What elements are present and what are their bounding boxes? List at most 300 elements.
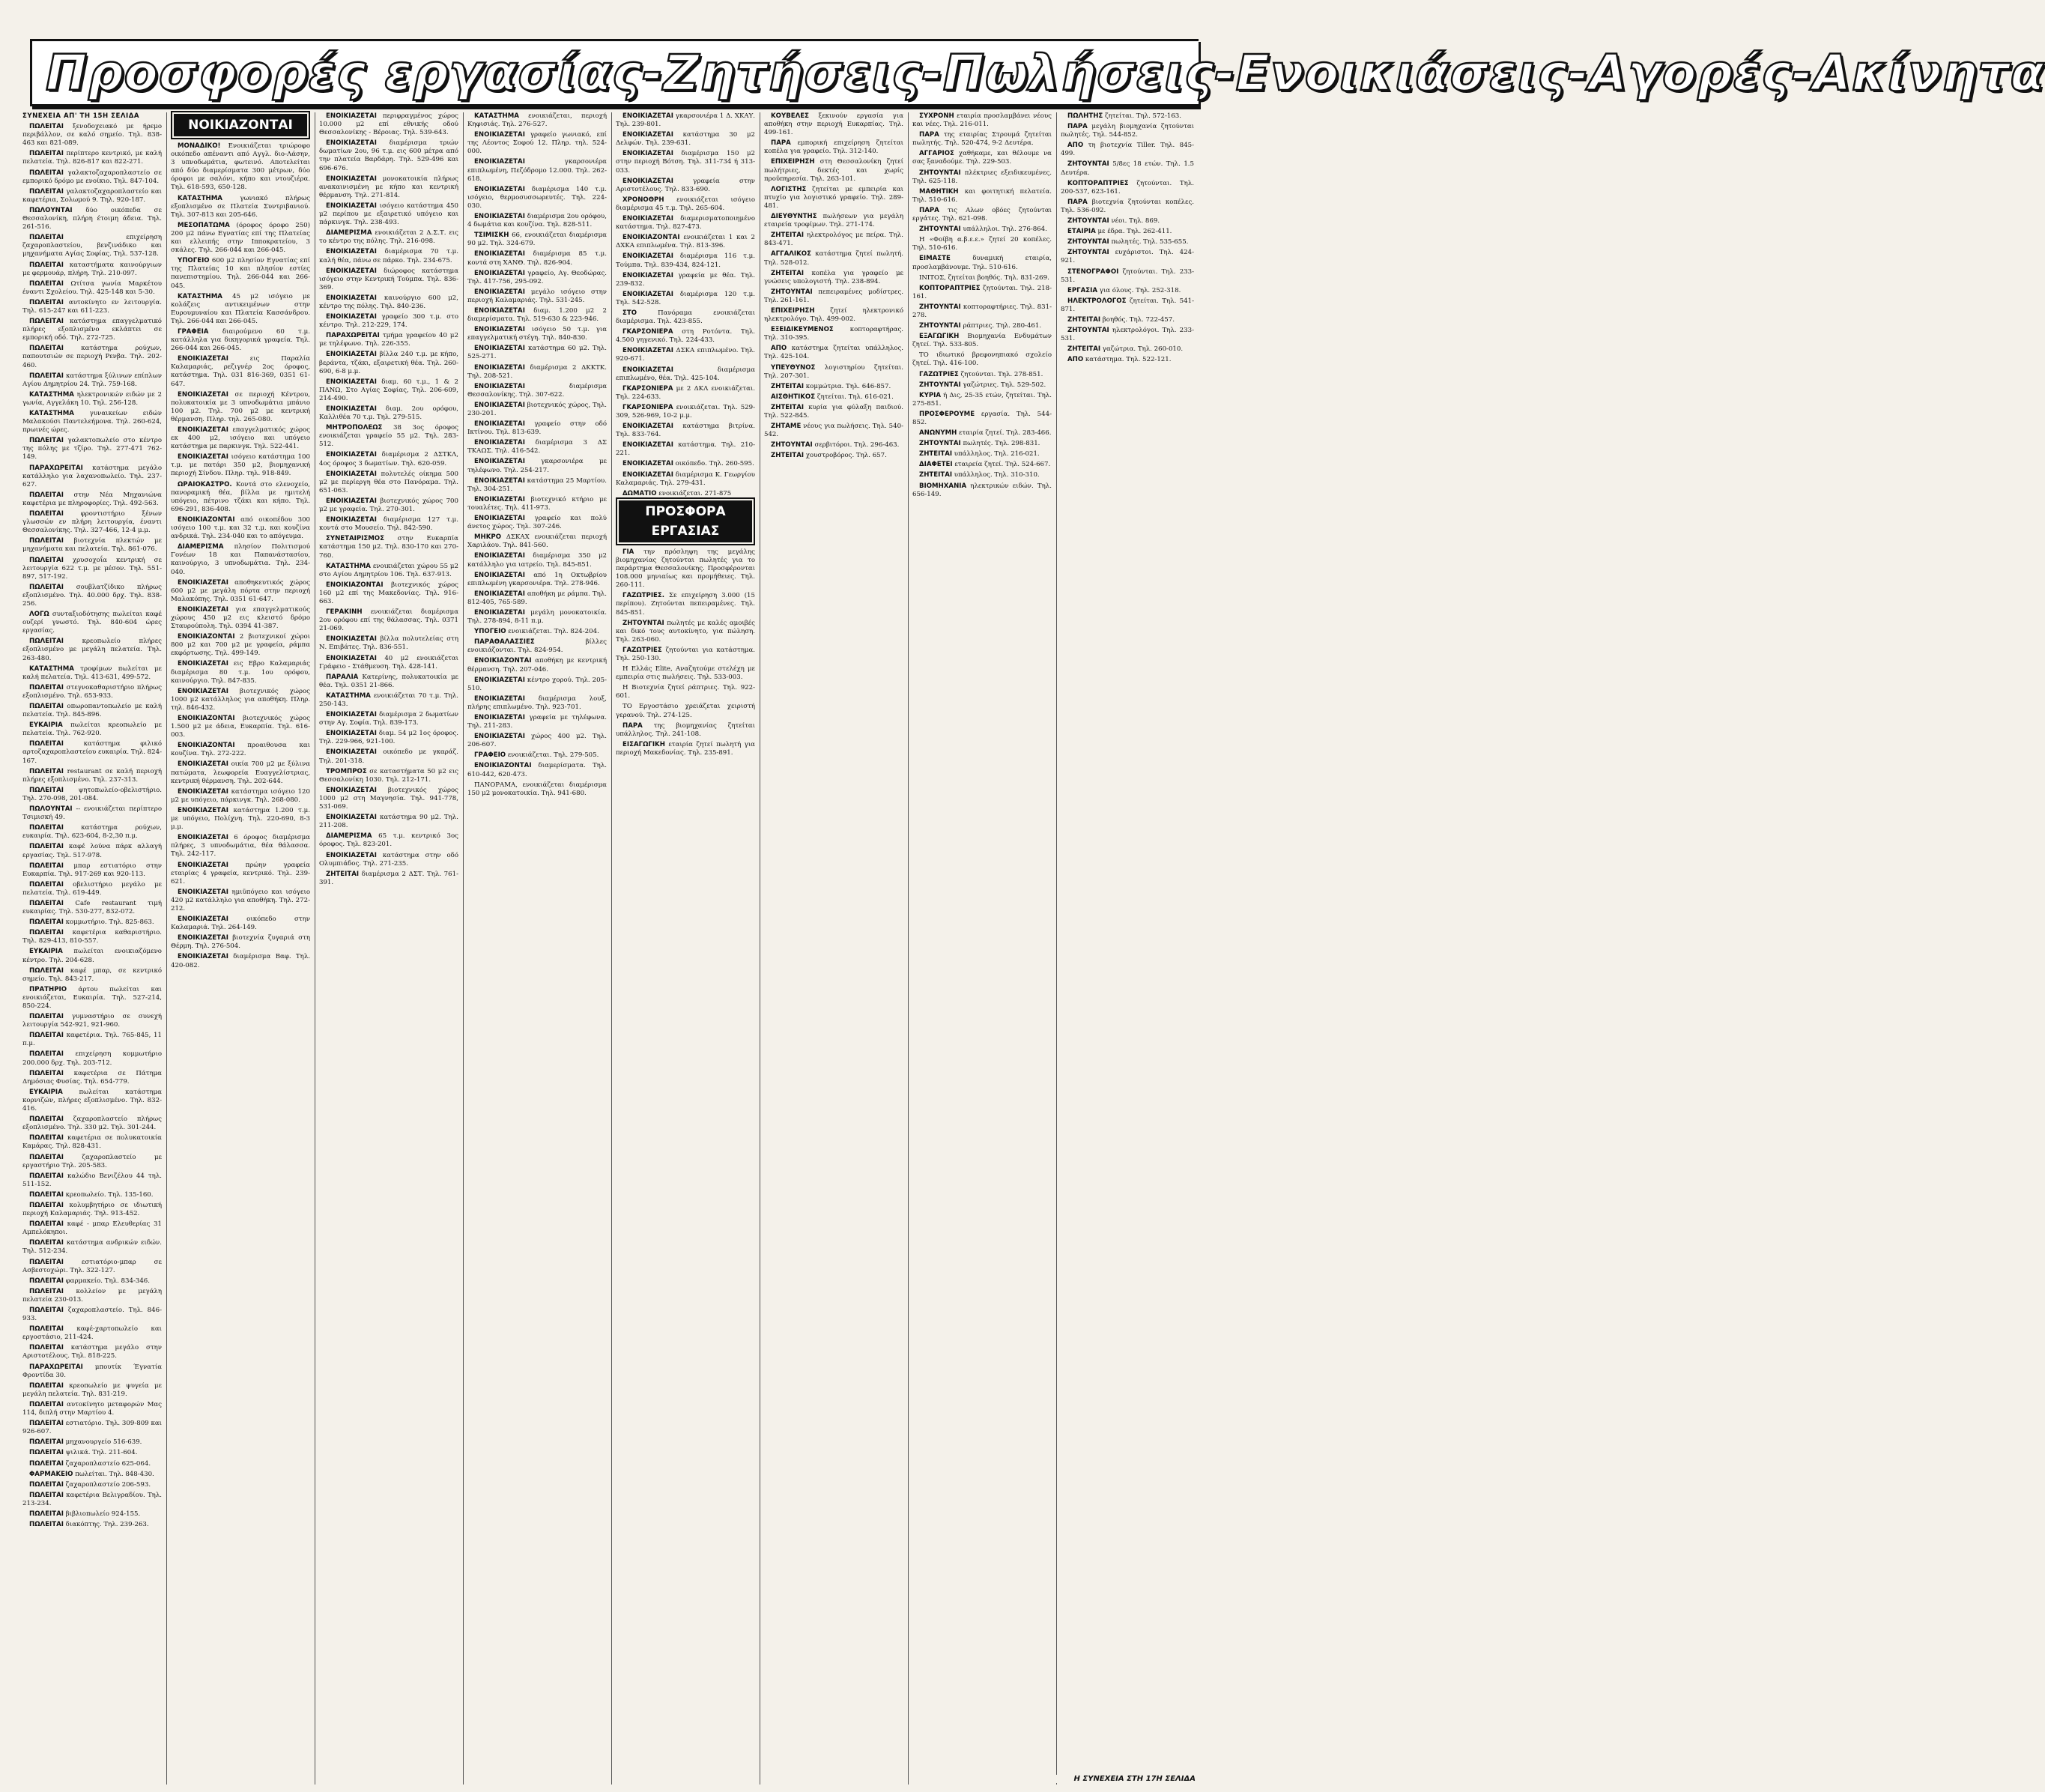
ad-keyword: ΠΩΛΕΙΤΑΙ — [29, 1239, 64, 1247]
ad-keyword: ΖΗΤΕΙΤΑΙ — [1067, 345, 1101, 354]
classified-ad: ΖΗΤΕΙΤΑΙ υπάλληλος. Τηλ. 310-310. — [919, 471, 1040, 479]
classified-ad: ΕΝΟΙΚΙΑΖΕΤΑΙ βιοτεχνικός χώρος 700 μ2 με γραφεία. Τηλ. 270-301. — [319, 497, 458, 514]
ad-keyword: ΖΗΤΟΥΝΤΑΙ — [622, 619, 664, 627]
ad-keyword: ΠΑΡΑ — [622, 721, 643, 730]
classified-ad: ΕΝΟΙΚΙΑΖΕΤΑΙ για επαγγελματικούς χώρους 450 μ2 εις κλειστό δρόμο Σταυρούπολη. Τηλ. 0394 41-387. — [171, 605, 310, 631]
classified-ad: ΖΗΤΟΥΝΤΑΙ 5/8ες 18 ετών. Τηλ. 1.5 Δευτέρα. — [1061, 160, 1194, 177]
classified-ad: Η «Φοίβη α.β.ε.ε.» ζητεί 20 κοπέλες. Τηλ. 510-616. — [912, 236, 1052, 252]
ad-keyword: ΕΝΟΙΚΙΑΖΕΤΑΙ — [474, 269, 525, 277]
ad-keyword: ΕΝΟΙΚΙΑΖΕΤΑΙ — [474, 515, 525, 523]
ad-keyword: ΚΑΤΑΣΤΗΜΑ — [178, 194, 222, 202]
classified-ad: ΕΤΑΙΡΙΑ με έδρα. Τηλ. 262-411. — [1067, 228, 1172, 236]
ad-keyword: ΠΩΛΕΙΤΑΙ — [29, 537, 64, 545]
classified-ad: ΕΝΟΙΚΙΑΖΕΤΑΙ οικόπεδο στην Καλαμαριά. Τηλ. 264-149. — [171, 915, 310, 932]
classified-ad: ΛΟΓΙΣΤΗΣ ζητείται με εμπειρία και πτυχίο για λογιστικό γραφείο. Τηλ. 289-481. — [764, 185, 903, 210]
ad-keyword: ΕΝΟΙΚΙΑΖΕΤΑΙ — [474, 345, 525, 353]
column-6 — [764, 112, 903, 1785]
ad-keyword: ΠΩΛΕΙΤΑΙ — [29, 234, 64, 242]
ad-keyword: ΖΗΤΟΥΝΤΑΙ — [919, 169, 961, 177]
ad-keyword: ΕΝΟΙΚΙΑΖΟΝΤΑΙ — [474, 762, 532, 770]
classified-ad: ΠΩΛΕΙΤΑΙ restaurant σε καλή περιοχή πλήρες εξοπλισμένο. Τηλ. 237-313. — [22, 767, 162, 784]
ad-keyword: ΥΠΕΥΘΥΝΟΣ — [771, 363, 816, 372]
ad-keyword: ΕΝΟΙΚΙΑΖΕΤΑΙ — [178, 687, 228, 695]
classified-ad: ΕΝΟΙΚΙΑΖΕΤΑΙ αποθήκη με ράμπα. Τηλ. 812-405, 765-589. — [467, 590, 607, 606]
ad-keyword: ΕΤΑΙΡΙΑ — [1067, 228, 1096, 236]
classified-ad: ΕΝΟΙΚΙΑΖΕΤΑΙ διαμέρισμα 2 ΔΣΤΚΛ, 4ος όροφος 3 δωματίων. Τηλ. 620-059. — [319, 451, 458, 467]
classified-ad: ΠΩΛΕΙΤΑΙ διακόπτης. Τηλ. 239-263. — [29, 1521, 149, 1529]
ad-keyword: ΠΑΡΑ — [771, 139, 791, 148]
ad-keyword: ΠΩΛΕΙΤΑΙ — [29, 298, 64, 306]
classified-ad: ΕΝΟΙΚΙΑΖΕΤΑΙ διαμέρισμα 85 τ.μ. κοντά στη ΧΑΝΘ. Τηλ. 826-904. — [467, 250, 607, 267]
ad-keyword: ΕΝΟΙΚΙΑΖΕΤΑΙ — [474, 306, 525, 315]
classified-ad: ΖΗΤΕΙΤΑΙ διαμέρισμα 2 ΔΣΤ. Τηλ. 761-391. — [319, 870, 458, 886]
classified-ad: ΠΩΛΕΙΤΑΙ γαλακτοπωλείο στο κέντρο της πόλης με τζίρο. Τηλ. 277-471 762-149. — [22, 437, 162, 461]
ad-keyword: ΚΑΤΑΣΤΗΜΑ — [326, 691, 371, 700]
column-divider — [1056, 112, 1057, 1785]
classified-ad: ΕΝΟΙΚΙΑΖΕΤΑΙ περιφραγμένος χώρος 10.000 μ2 επί εθνικής οδού Θεσσαλονίκης - Βέροιας. Τηλ. 539-643. — [319, 112, 458, 137]
classified-ad: ΠΩΛΕΙΤΑΙ περίπτερο κεντρικό, με καλή πελατεία. Τηλ. 826-817 και 822-271. — [22, 150, 162, 166]
ad-keyword: ΕΥΚΑΙΡΙΑ — [29, 721, 63, 730]
classified-ad: ΖΗΤΟΥΝΤΑΙ ηλεκτρολόγοι. Τηλ. 233-531. — [1061, 327, 1194, 343]
ad-keyword: ΕΝΟΙΚΙΑΖΕΤΑΙ — [326, 202, 377, 210]
ad-keyword: ΠΩΛΕΙΤΑΙ — [29, 187, 64, 196]
classified-ad: ΕΝΟΙΚΙΑΖΕΤΑΙ ισόγειο κατάστημα 100 τ.μ. με πατάρι 350 μ2, βιομηχανική περιοχή Σίνδου. Πληρ. τηλ. 918-849. — [171, 453, 310, 478]
classified-ad: ΠΑΡΑ εμπορική επιχείρηση ζητείται κοπέλα για γραφείο. Τηλ. 312-140. — [764, 139, 903, 156]
ad-keyword: ΕΝΟΙΚΙΑΖΕΤΑΙ — [178, 355, 228, 363]
ad-keyword: ΠΩΛΕΙΤΑΙ — [29, 703, 64, 710]
classified-ad: ΕΝΟΙΚΙΑΖΕΤΑΙ διαμέρισμα 150 μ2 στην περιοχή Βότση. Τηλ. 311-734 ή 313-033. — [616, 150, 755, 175]
classified-ad: ΖΗΤΟΥΝΤΑΙ πωλητές. Τηλ. 298-831. — [919, 440, 1040, 448]
classified-ad: ΓΑΖΩΤΡΙΕΣ ζητούνται για κατάστημα. Τηλ. 250-130. — [616, 646, 755, 662]
ad-keyword: ΕΝΟΙΚΙΑΖΕΤΑΙ — [178, 605, 228, 614]
classified-ad: ΕΝΟΙΚΙΑΖΕΤΑΙ διαμ. 2ου ορόφου, Καλλιθέα 70 τ.μ. Τηλ. 279-515. — [319, 405, 458, 422]
ad-keyword: ΕΝΟΙΚΙΑΖΕΤΑΙ — [474, 714, 525, 721]
ad-keyword: ΓΡΑΦΕΙΑ — [178, 327, 209, 336]
ad-keyword: ΓΑΖΩΤΡΙΕΣ — [919, 370, 959, 378]
ad-keyword: ΠΩΛΕΙΤΑΙ — [29, 1344, 64, 1352]
classified-ad: ΠΩΛΕΙΤΑΙ ψητοπωλείο-οβελιστήριο. Τηλ. 270-098, 201-084. — [22, 786, 162, 802]
ad-keyword: ΕΝΟΙΚΙΑΖΕΤΑΙ — [326, 313, 377, 321]
classified-ad: ΧΡΟΝΟΘΡΗ ενοικιάζεται ισόγειο διαμέρισμα 45 τ.μ. Τηλ. 265-604. — [616, 196, 755, 212]
classified-ad: ΕΝΟΙΚΙΑΖΕΤΑΙ επαγγελματικός χώρος εκ 400 μ2, ισόγειο και υπόγειο κατάστημα με παρκινγκ. Τηλ. 522-441. — [171, 426, 310, 451]
classified-ad: ΠΩΛΕΙΤΑΙ μπαρ εστιατόριο στην Ευκαρπία. Τηλ. 917-269 και 920-113. — [22, 862, 162, 878]
ad-keyword: ΠΩΛΕΙΤΑΙ — [29, 899, 64, 907]
column-divider — [611, 112, 612, 1785]
classified-ad: ΖΗΤΟΥΝΤΑΙ γαζώτριες. Τηλ. 529-502. — [919, 381, 1046, 389]
ad-keyword: ΚΑΤΑΣΤΗΜΑ — [29, 390, 74, 399]
classified-ad: ΑΝΩΝΥΜΗ εταιρία ζητεί. Τηλ. 283-466. — [919, 429, 1052, 438]
column-divider — [463, 112, 464, 1785]
ad-keyword: ΕΝΟΙΚΙΑΖΕΤΑΙ — [178, 787, 228, 796]
classified-ad: ΠΩΛΗΤΗΣ ζητείται. Τηλ. 572-163. — [1067, 112, 1182, 120]
ad-keyword: ΠΩΛΕΙΤΑΙ — [29, 1420, 64, 1428]
classified-ad: ΠΩΛΟΥΝΤΑΙ δύο οικόπεδα σε Θεσσαλονίκη, πλήρη έτοιμη άδεια. Τηλ. 261-516. — [22, 206, 162, 231]
classified-ad: ΕΝΟΙΚΙΑΖΕΤΑΙ βιοτεχνία ζυγαριά στη Θέρμη. Τηλ. 276-504. — [171, 934, 310, 951]
classified-ad: ΕΝΟΙΚΙΑΖΕΤΑΙ από 1η Οκτωβρίου επιπλωμένη γκαρσονιέρα. Τηλ. 278-946. — [467, 571, 607, 587]
classified-ad: ΗΛΕΚΤΡΟΛΟΓΟΣ ζητείται. Τηλ. 541-871. — [1061, 297, 1194, 313]
classified-ad: ΕΝΟΙΚΙΑΖΕΤΑΙ διαμέρισμα 116 τ.μ. Τούμπα. Τηλ. 839-434, 824-121. — [616, 252, 755, 269]
section-heading-rentals: ΝΟΙΚΙΑΖΟΝΤΑΙ — [174, 114, 307, 136]
classified-ad: ΕΝΟΙΚΙΑΖΕΤΑΙ κατάστημα 60 μ2. Τηλ. 525-271. — [467, 345, 607, 361]
ad-keyword: ΕΝΟΙΚΙΑΖΕΤΑΙ — [178, 915, 228, 924]
classified-ad: ΕΝΟΙΚΙΑΖΕΤΑΙ διαμέρισμα Θεσσαλονίκης. Τηλ. 307-622. — [467, 382, 607, 399]
ad-keyword: ΠΩΛΗΤΗΣ — [1067, 112, 1103, 120]
ad-keyword: ΠΩΛΕΙΤΑΙ — [29, 1480, 64, 1489]
classified-ad: ΣΥΝΕΤΑΙΡΙΣΜΟΣ στην Ευκαρπία κατάστημα 150 μ2. Τηλ. 830-170 και 270-760. — [319, 535, 458, 560]
ad-keyword: ΠΩΛΕΙΤΑΙ — [29, 372, 64, 380]
classified-ad: ΕΝΟΙΚΙΑΖΕΤΑΙ γραφείο γωνιακό, επί της Λέοντος Σοφού 12. Πληρ. τηλ. 524-000. — [467, 131, 607, 156]
ad-keyword: ΕΝΟΙΚΙΑΖΕΤΑΙ — [178, 934, 228, 942]
ad-keyword: ΚΑΤΑΣΤΗΜΑ — [178, 292, 222, 300]
classified-ad: ΕΝΟΙΚΙΑΖΕΤΑΙ διαμέρισμα 2 δωματίων στην Αγ. Σοφία. Τηλ. 839-173. — [319, 711, 458, 727]
ad-keyword: ΕΝΟΙΚΙΑΖΕΤΑΙ — [622, 252, 673, 261]
ad-keyword: ΛΟΓΩ — [29, 611, 49, 619]
ad-keyword: ΕΝΟΙΚΙΑΖΕΤΑΙ — [474, 571, 525, 579]
classified-ad: ΠΩΛΕΙΤΑΙ σουβλατζίδικο πλήρως εξοπλισμένο. Τηλ. 40.000 δρχ. Τηλ. 838-256. — [22, 583, 162, 608]
column-8 — [1061, 112, 1194, 1785]
ad-keyword: ΕΝΟΙΚΙΑΖΕΤΑΙ — [474, 213, 525, 221]
classified-ad: ΠΩΛΕΙΤΑΙ ζαχαροπλαστείο με εργαστήριο Τηλ. 205-583. — [22, 1153, 162, 1169]
classified-ad: ΕΙΜΑΣΤΕ δυναμική εταιρία, προσλαμβάνουμε. Τηλ. 510-616. — [912, 255, 1052, 271]
ad-keyword: ΠΩΛΕΙΤΑΙ — [29, 918, 64, 927]
ad-keyword: ΠΩΛΕΙΤΑΙ — [29, 556, 64, 564]
classified-ad: ΕΝΟΙΚΙΑΖΕΤΑΙ διαμέρισμα λουξ, πλήρης επιπλωμένο. Τηλ. 923-701. — [467, 694, 607, 711]
ad-keyword: ΕΝΟΙΚΙΑΖΕΤΑΙ — [622, 470, 673, 479]
classified-ad: ΕΝΟΙΚΙΑΖΕΤΑΙ χώρος 400 μ2. Τηλ. 206-607. — [467, 733, 607, 749]
classified-ad: ΠΩΛΕΙΤΑΙ επιχείρηση ζαχαροπλαστείου, βενζινάδικο και μηχανήματα Αγίας Σοφίας. Τηλ. 537-128. — [22, 234, 162, 258]
column-1 — [22, 112, 162, 1785]
classified-ad: ΩΡΑΙΟΚΑΣΤΡΟ. Κοντά στο ελενοχείο, πανοραμική θέα, βίλλα με ημιτελή υπόγειο, πέτρινο τζάκι και κήπο. Τηλ. 696-291, 836-408. — [171, 480, 310, 513]
ad-keyword: ΕΝΟΙΚΙΑΖΟΝΤΑΙ — [178, 515, 235, 524]
ad-keyword: ΕΝΟΙΚΙΑΖΕΤΑΙ — [622, 112, 673, 120]
classified-ad: ΠΩΛΕΙΤΑΙ μηχανουργείο 516-639. — [29, 1438, 142, 1447]
ad-keyword: ΕΝΟΙΚΙΑΖΕΤΑΙ — [622, 177, 673, 185]
classified-ad: ΠΩΛΕΙΤΑΙ καφέ - μπαρ Ελευθερίας 31 Αμπελόκηποι. — [22, 1220, 162, 1237]
ad-keyword: ΠΩΛΕΙΤΑΙ — [29, 843, 64, 851]
classified-ad: ΖΗΤΟΥΝΤΑΙ πωλητές με καλές αμοιβές και δικό τους αυτοκίνητο, για πώληση. Τηλ. 263-060. — [616, 619, 755, 644]
classified-ad: ΖΗΤΟΥΝΤΑΙ υπάλληλοι. Τηλ. 276-864. — [919, 225, 1047, 234]
ad-keyword: ΕΝΟΙΚΙΑΖΕΤΑΙ — [474, 694, 525, 703]
ad-keyword: ΕΝΟΙΚΙΑΖΕΤΑΙ — [474, 185, 525, 193]
ad-keyword: ΖΗΤΕΙΤΑΙ — [771, 269, 805, 277]
ad-keyword: ΕΝΟΙΚΙΑΖΕΤΑΙ — [622, 423, 673, 431]
classified-ad: ΕΝΟΙΚΙΑΖΕΤΑΙ κατάστημα 25 Μαρτίου. Τηλ. 304-251. — [467, 476, 607, 493]
ad-keyword: ΕΝΟΙΚΙΑΖΕΤΑΙ — [326, 267, 377, 275]
ad-keyword: ΠΩΛΕΙΤΑΙ — [29, 261, 64, 269]
classified-ad: ΔΙΑΜΕΡΙΣΜΑ ενοικιάζεται 2 Δ.Σ.Τ. εις το κέντρο της πόλης. Τηλ. 216-098. — [319, 229, 458, 246]
classified-ad: ΠΩΛΕΙΤΑΙ ζαχαροπλαστείο πλήρως εξοπλισμένο. Τηλ. 330 μ2. Τηλ. 301-244. — [22, 1116, 162, 1132]
classified-ad: ΖΗΤΟΥΝΤΑΙ ευχάριστοι. Τηλ. 424-921. — [1061, 249, 1194, 265]
classified-ad: ΠΩΛΕΙΤΑΙ ξενοδοχειακό με ήρεμο περιβάλλον, σε καλό σημείο. Τηλ. 838-463 και 821-089. — [22, 123, 162, 148]
classified-ad: ΠΑΝΟΡΑΜΑ, ενοικιάζεται διαμέρισμα 150 μ2 μονοκατοικία. Τηλ. 941-680. — [467, 781, 607, 797]
ad-keyword: ΠΩΛΕΙΤΑΙ — [29, 1069, 64, 1077]
ad-keyword: ΓΕΡΑΚΙΝΗ — [326, 608, 363, 617]
classified-ad: ΕΝΟΙΚΙΑΖΕΤΑΙ ισόγειο 50 τ.μ. για επαγγελματική στέγη. Τηλ. 840-830. — [467, 326, 607, 342]
classified-ad: ΠΩΛΕΙΤΑΙ ζαχαροπλαστείο 625-064. — [29, 1459, 151, 1468]
ad-keyword: ΠΩΛΕΙΤΑΙ — [29, 123, 64, 131]
ad-keyword: ΕΝΟΙΚΙΑΖΕΤΑΙ — [474, 476, 525, 485]
ad-keyword: ΠΑΡΑ — [919, 206, 939, 214]
classified-ad: ΕΝΟΙΚΙΑΖΟΝΤΑΙ ενοικιάζεται 1 και 2 ΔΧΚΑ επιπλωμένα. Τηλ. 813-396. — [616, 234, 755, 250]
classified-ad: ΔΙΑΦΕΤΕΙ εταιρεία ζητεί. Τηλ. 524-667. — [919, 461, 1051, 469]
ad-keyword: ΣΤΕΝΟΓΡΑΦΟΙ — [1067, 267, 1119, 276]
ad-keyword: ΣΥΧΡΟΝΗ — [919, 112, 954, 120]
classified-ad: ΕΠΙΧΕΙΡΗΣΗ ζητεί ηλεκτρονικό ηλεκτρολόγο. Τηλ. 499-002. — [764, 306, 903, 324]
ad-keyword: ΠΩΛΕΙΤΑΙ — [29, 583, 64, 591]
classified-ad: ΜΗΚΡΟ ΔΣΚΑΧ ενοικιάζεται περιοχή Χαριλάου. Τηλ. 841-560. — [467, 533, 607, 550]
classified-ad: ΠΩΛΕΙΤΑΙ καφέ-χαρτοπωλείο και εργοστάσιο, 211-424. — [22, 1325, 162, 1342]
classified-ad: ΕΝΟΙΚΙΑΖΕΤΑΙ μονοκατοικία πλήρως ανακαινισμένη με κήπο και κεντρική θέρμανση. Τηλ. 271-814. — [319, 175, 458, 199]
classified-ad: ΙΝΙΤΟΣ, ζητείται βοηθός. Τηλ. 831-269. — [919, 273, 1049, 282]
classified-ad: ΕΝΟΙΚΙΑΖΕΤΑΙ αποθηκευτικός χώρος 600 μ2 με μεγάλη πόρτα στην περιοχή Μαλακόπης. Τηλ. 0351 61-647. — [171, 578, 310, 603]
ad-keyword: ΓΚΑΡΣΟΝΙΕΡΑ — [622, 328, 673, 336]
ad-keyword: ΕΝΟΙΚΙΑΖΕΤΑΙ — [326, 497, 377, 505]
ad-keyword: ΔΩΜΑΤΙΟ — [622, 489, 657, 497]
classified-ad: ΕΝΟΙΚΙΑΖΕΤΑΙ γραφείο 300 τ.μ. στο κέντρο. Τηλ. 212-229, 174. — [319, 313, 458, 330]
classified-ad: ΠΩΛΕΙΤΑΙ κρεοπωλείο πλήρες εξοπλισμένο με μεγάλη πελατεία. Τηλ. 263-480. — [22, 638, 162, 662]
classified-ad: ΠΑΡΑ τις Αλων οβόες ζητούνται εργάτες. Τηλ. 621-098. — [912, 206, 1052, 223]
ad-keyword: ΩΡΑΙΟΚΑΣΤΡΟ. — [178, 480, 232, 488]
ad-keyword: ΠΩΛΕΙΤΑΙ — [29, 437, 64, 445]
ad-keyword: ΠΩΛΟΥΝΤΑΙ — [29, 206, 73, 214]
classified-ad: ΠΩΛΕΙΤΑΙ κατάστημα φιλικό αρτοζαχαροπλαστείου ευκαιρία. Τηλ. 824-167. — [22, 740, 162, 765]
ad-keyword: ΑΠΟ — [1067, 142, 1084, 150]
classified-ad: ΖΗΤΕΙΤΑΙ κυρία για φύλαξη παιδιού. Τηλ. 522-845. — [764, 403, 903, 420]
classified-ad: ΤΟ Εργοστάσιο χρειάζεται χειριστή γερανού. Τηλ. 274-125. — [616, 703, 755, 719]
ad-keyword: ΕΝΟΙΚΙΑΖΕΤΑΙ — [178, 453, 228, 461]
classified-ad: ΕΝΟΙΚΙΑΖΕΤΑΙ γραφείο, Αγ. Θεοδώρας. Τηλ. 417-756, 295-092. — [467, 269, 607, 285]
classified-ad: ΕΝΟΙΚΙΑΖΕΤΑΙ βιοτεχνικός χώρος, Τηλ. 230-201. — [467, 401, 608, 417]
ad-keyword: ΕΝΟΙΚΙΑΖΟΝΤΑΙ — [326, 581, 384, 589]
classified-ad: ΠΩΛΕΙΤΑΙ εστιατόριο. Τηλ. 309-809 και 926-607. — [22, 1420, 162, 1436]
ad-keyword: ΠΑΡΑ — [919, 131, 939, 139]
classified-ad: ΕΝΟΙΚΙΑΖΕΤΑΙ διαμέρισμα τριών δωματίων 2ου, 96 τ.μ. εις 600 μέτρα από την πλατεία Βαρδάρη. Τηλ. 529-496 και 696-676. — [319, 139, 458, 172]
classified-ad: ΕΝΟΙΚΙΑΖΟΝΤΑΙ βιοτεχνικός χώρος 1.500 μ2 με άδεια, Ευκαρπία. Τηλ. 616-003. — [171, 715, 310, 739]
classified-ad: ΕΝΟΙΚΙΑΖΕΤΑΙ οικία 700 μ2 με ξύλινα πατώματα, λεωφορεία Ευαγγελίστριας, κεντρική θέρμανση. Τηλ. 202-644. — [171, 760, 310, 785]
classified-ad: ΥΠΕΥΘΥΝΟΣ λογιστηρίου ζητείται. Τηλ. 207-301. — [764, 363, 903, 380]
ad-keyword: ΕΝΟΙΚΙΑΖΕΤΑΙ — [474, 608, 525, 617]
classified-ad: ΥΠΟΓΕΙΟ 600 μ2 πλησίον Εγνατίας επί της Πλατείας 10 και πλησίον εστίες πανεπιστημίου. Τηλ. 266-044 και 266-045. — [171, 257, 310, 290]
ad-keyword: ΥΠΟΓΕΙΟ — [474, 628, 506, 636]
classified-ad: ΠΑΡΑ της εταιρίας Στρουμά ζητείται πωλητής. Τηλ. 520-474, 9-2 Δευτέρα. — [912, 131, 1052, 148]
ad-keyword: ΑΠΟ — [771, 345, 787, 353]
ad-keyword: ΠΩΛΕΙΤΑΙ — [29, 1325, 64, 1334]
ad-keyword: ΔΙΑΜΕΡΙΣΜΑ — [326, 832, 372, 841]
ad-keyword: ΕΡΓΑΣΙΑ — [1067, 286, 1098, 294]
classified-ad: ΚΑΤΑΣΤΗΜΑ τροφίμων πωλείται με καλή πελατεία. Τηλ. 413-631, 499-572. — [22, 665, 162, 681]
classified-ad: ΕΝΟΙΚΙΑΖΕΤΑΙ γκαρσονιέρα με τηλέφωνο. Τηλ. 254-217. — [467, 458, 607, 474]
classified-ad: ΖΗΤΟΥΝΤΑΙ πωλητές. Τηλ. 535-655. — [1067, 238, 1189, 246]
ad-keyword: ΠΑΡΑΧΩΡΕΙΤΑΙ — [29, 1363, 83, 1371]
column-4 — [467, 112, 607, 1785]
classified-ad: ΕΝΟΙΚΙΑΖΕΤΑΙ κέντρο χορού. Τηλ. 205-510. — [467, 676, 607, 692]
ad-keyword: ΕΝΟΙΚΙΑΖΕΤΑΙ — [178, 888, 228, 896]
classified-ad: ΠΑΡΑ βιοτεχνία ζητούνται κοπέλες. Τηλ. 536-092. — [1061, 198, 1194, 214]
ad-keyword: ΠΩΛΕΙΤΑΙ — [29, 862, 64, 870]
ad-keyword: ΕΝΟΙΚΙΑΖΕΤΑΙ — [178, 760, 228, 769]
classified-ad: ΔΙΑΜΕΡΙΣΜΑ 65 τ.μ. κεντρικό 3ος όροφος. Τηλ. 823-201. — [319, 832, 458, 849]
ad-keyword: ΕΝΟΙΚΙΑΖΕΤΑΙ — [474, 401, 525, 409]
classified-ad: ΚΑΤΑΣΤΗΜΑ ενοικιάζεται χώρου 55 μ2 στο Αγίου Δημητρίου 106. Τηλ. 637-913. — [319, 562, 458, 578]
ad-keyword: ΕΝΟΙΚΙΑΖΕΤΑΙ — [326, 112, 377, 120]
ad-keyword: ΔΙΑΜΕΡΙΣΜΑ — [326, 229, 372, 237]
classified-ad: ΕΡΓΑΣΙΑ για όλους. Τηλ. 252-318. — [1067, 286, 1181, 294]
classified-ad: ΠΩΛΕΙΤΑΙ κατάστημα ρούχων, ευκαιρία. Τηλ. 623-604, 8-2,30 π.μ. — [22, 824, 162, 841]
ad-keyword: ΚΑΤΑΣΤΗΜΑ — [326, 562, 371, 570]
classified-ad: ΠΩΛΕΙΤΑΙ γυμναστήριο σε συνεχή λειτουργία 542-921, 921-960. — [22, 1013, 162, 1029]
ad-keyword: ΕΝΟΙΚΙΑΖΕΤΑΙ — [474, 552, 525, 560]
classified-ad: ΓΑΖΩΤΡΙΕΣ. Σε επιχείρηση 3.000 (15 περίπου). Ζητούνται πεπειραμένες. Τηλ. 845-851. — [616, 592, 755, 617]
classified-ad: ΕΝΟΙΚΙΑΖΕΤΑΙ βίλλα πολυτελείας στη Ν. Επιβάτες. Τηλ. 836-551. — [319, 635, 458, 652]
ad-keyword: ΠΩΛΕΙΤΑΙ — [29, 1050, 64, 1059]
ad-keyword: ΠΩΛΕΙΤΑΙ — [29, 279, 64, 288]
classified-ad: ΕΝΟΙΚΙΑΖΕΤΑΙ κατάστημα 90 μ2. Τηλ. 211-208. — [319, 814, 458, 830]
ad-keyword: ΕΝΟΙΚΙΑΖΕΤΑΙ — [326, 248, 377, 256]
ad-keyword: ΔΙΑΦΕΤΕΙ — [919, 461, 953, 469]
ad-keyword: ΠΩΛΕΙΤΑΙ — [29, 1521, 64, 1529]
classified-ad: ΚΑΤΑΣΤΗΜΑ γυναικείων ειδών Μαλακούσι Παντελεήμονα. Τηλ. 260-624, πρωινές ώρες. — [22, 410, 162, 435]
ad-keyword: ΖΗΤΟΥΝΤΑΙ — [919, 225, 961, 234]
classified-ad: ΕΝΟΙΚΙΑΖΕΤΑΙ διαμ. 1.200 μ2 2 διαμερίσματα. Τηλ. 519-630 & 223-946. — [467, 306, 607, 324]
classified-ad: ΓΑΖΩΤΡΙΕΣ ζητούνται. Τηλ. 278-851. — [919, 370, 1043, 378]
classified-ad: ΕΝΟΙΚΙΑΖΕΤΑΙ 6 όροφος διαμέρισμα πλήρες, 3 υπνοδωμάτια, θέα θάλασσα. Τηλ. 242-117. — [171, 834, 310, 859]
classified-ad: ΠΑΡΑ της βιομηχανίας ζητείται υπάλληλος. Τηλ. 241-108. — [616, 721, 755, 738]
section-heading-job-offers: ΠΡΟΣΦΟΡΑ ΕΡΓΑΣΙΑΣ — [619, 500, 752, 542]
ad-keyword: ΜΑΘΗΤΙΚΗ — [919, 187, 959, 196]
ad-keyword: ΠΩΛΕΙΤΑΙ — [29, 966, 64, 975]
classified-ad: ΕΝΟΙΚΙΑΖΕΤΑΙ γκαρσονιέρα 1 Δ. ΧΚΑΥ. Τηλ. 239-801. — [616, 112, 755, 129]
ad-keyword: ΑΝΩΝΥΜΗ — [919, 429, 957, 438]
ad-keyword: ΠΩΛΕΙΤΑΙ — [29, 1438, 64, 1447]
classified-ad: ΚΟΠΤΟΡΑΠΤΡΙΕΣ ζητούνται. Τηλ. 200-537, 623-161. — [1061, 179, 1194, 196]
classified-ad: ΑΠΟ τη βιοτεχνία Tiller. Τηλ. 845-499. — [1061, 142, 1194, 158]
classified-ad: ΖΗΤΟΥΝΤΑΙ κοπτοραφτήριες. Τηλ. 831-278. — [912, 303, 1052, 319]
classified-ad: ΠΩΛΕΙΤΑΙ κολλείον με μεγάλη πελατεία 230-013. — [22, 1287, 162, 1304]
ad-keyword: ΠΩΛΕΙΤΑΙ — [29, 1258, 64, 1266]
ad-keyword: ΕΝΟΙΚΙΑΖΟΝΤΑΙ — [474, 657, 532, 665]
classified-ad: ΕΠΙΧΕΙΡΗΣΗ στη Θεσσαλονίκη ζητεί πωλήτριες, δεκτές και χωρίς προϋπηρεσία. Τηλ. 263-101. — [764, 158, 903, 183]
ad-keyword: ΕΝΟΙΚΙΑΖΕΤΑΙ — [622, 131, 673, 139]
classified-ad: ΠΩΛΕΙΤΑΙ καφετέρια σε πολυκατοικία Καμάρας. Τηλ. 828-431. — [22, 1134, 162, 1151]
classified-ad: ΕΝΟΙΚΙΑΖΕΤΑΙ διαμέρισμα 2ου ορόφου, 4 δωμάτια και κουζίνα. Τηλ. 828-511. — [467, 213, 607, 229]
ad-keyword: ΠΩΛΕΙΤΑΙ — [29, 1190, 64, 1199]
classified-ad: ΠΡΑΤΗΡΙΟ άρτου πωλείται και ενοικιάζεται, Ευκαιρία. Τηλ. 527-214, 850-224. — [22, 985, 162, 1010]
ad-keyword: ΠΩΛΕΙΤΑΙ — [29, 1032, 64, 1040]
ad-keyword: ΠΑΡΑ — [1067, 123, 1088, 131]
classified-ad: ΕΝΟΙΚΙΑΖΕΤΑΙ μεγάλο ισόγειο στην περιοχή Καλαμαριάς. Τηλ. 531-245. — [467, 288, 607, 304]
classified-ad: ΠΩΛΕΙΤΑΙ φαρμακείο. Τηλ. 834-346. — [29, 1277, 150, 1285]
ad-keyword: ΕΝΟΙΚΙΑΖΕΤΑΙ — [474, 495, 525, 503]
classified-ad: ΕΝΟΙΚΙΑΖΕΤΑΙ σε περιοχή Κέντρου, πολυκατοικία με 3 υπνοδωμάτια μπάνιο 100 μ2. Τηλ. 700 μ2 με κεντρική θέρμανση. Πληρ. τηλ. 265-080. — [171, 390, 310, 423]
classified-ad: ΕΥΚΑΙΡΙΑ πωλείται ενοικιαζόμενο κέντρο. Τηλ. 204-628. — [22, 948, 162, 964]
classified-ad: ΜΕΣΟΠΑΤΩΜΑ (όροφος όροφο 250) 200 μ2 πάνω Εγνατίας επί της Πλατείας και ελλειπής στην Ιπποκρατείου, 3 σκάλες. Τηλ. 266-044 και 266-045. — [171, 221, 310, 255]
ad-keyword: ΕΝΟΙΚΙΑΖΟΝΤΑΙ — [178, 715, 235, 722]
ad-keyword: ΔΙΕΥΘΥΝΤΗΣ — [771, 213, 817, 221]
classified-ad: ΕΝΟΙΚΙΑΖΕΤΑΙ διαμέρισμα 70 τ.μ. καλή θέα, πάνω σε πάρκο. Τηλ. 234-675. — [319, 248, 458, 264]
ad-keyword: ΒΙΟΜΗΧΑΝΙΑ — [919, 482, 967, 490]
column-divider — [908, 112, 909, 1785]
ad-keyword: ΤΣΙΜΙΣΚΗ — [474, 231, 509, 240]
ad-keyword: ΕΝΟΙΚΙΑΖΕΤΑΙ — [474, 158, 525, 166]
ad-keyword: ΜΗΤΡΟΠΟΛΕΩΣ — [326, 424, 383, 432]
ad-keyword: ΠΩΛΕΙΤΑΙ — [29, 1220, 64, 1229]
ad-keyword: ΠΩΛΕΙΤΑΙ — [29, 786, 64, 794]
ad-keyword: ΠΩΛΕΙΤΑΙ — [29, 1400, 64, 1408]
classified-ad: ΚΥΡΙΑ ή Δις, 25-35 ετών, ζητείται. Τηλ. 275-851. — [912, 391, 1052, 408]
classified-ad: ΠΩΛΕΙΤΑΙ στην Νέα Μηχανιώνα καφετέρια με πληροφορίες. Τηλ. 492-563. — [22, 491, 162, 507]
classified-ad: ΕΝΟΙΚΙΑΖΕΤΑΙ διαμέρισμα 2 ΔΚΚΤΚ. Τηλ. 208-521. — [467, 363, 607, 380]
ad-keyword: ΕΥΚΑΙΡΙΑ — [29, 948, 63, 956]
ad-keyword: ΕΝΟΙΚΙΑΖΕΤΑΙ — [178, 806, 228, 814]
classified-ad: Η Βιοτεχνία ζητεί ράπτριες. Τηλ. 922-601. — [616, 684, 755, 700]
ad-keyword: ΕΙΜΑΣΤΕ — [919, 255, 951, 263]
classified-ad: ΕΝΟΙΚΙΑΖΕΤΑΙ διαμερισματοποιημένο κατάστημα. Τηλ. 827-473. — [616, 215, 755, 231]
ad-keyword: ΠΩΛΕΙΤΑΙ — [29, 824, 64, 832]
classified-ad: ΕΝΟΙΚΙΑΖΕΤΑΙ διαμέρισμα 3 ΔΣ ΤΚΑΩΣ. Τηλ. 416-542. — [467, 439, 607, 455]
ad-keyword: ΕΝΟΙΚΙΑΖΕΤΑΙ — [178, 390, 228, 399]
classified-ad: ΓΚΑΡΣΟΝΙΕΡΑ ενοικιάζεται. Τηλ. 529-309, 526-969, 10-2 μ.μ. — [616, 403, 755, 420]
classified-ad: ΕΝΟΙΚΙΑΖΕΤΑΙ διαμέρισμα 140 τ.μ. ισόγειο, θερμοσυσσωρευτές. Τηλ. 224-030. — [467, 185, 607, 210]
classified-ad: ΚΟΠΤΟΡΑΠΤΡΙΕΣ ζητούνται. Τηλ. 218-161. — [912, 284, 1052, 300]
ad-keyword: ΚΑΤΑΣΤΗΜΑ — [29, 410, 74, 417]
ad-keyword: ΕΝΟΙΚΙΑΖΕΤΑΙ — [474, 382, 525, 390]
ad-keyword: ΠΩΛΕΙΤΑΙ — [29, 1134, 64, 1142]
classified-ad: ΠΩΛΕΙΤΑΙ Ωτίτσα γωνία Μαρκέτου έναντι Σχολείου. Τηλ. 425-148 και 5-30. — [22, 279, 162, 296]
classified-ad: ΤΣΙΜΙΣΚΗ 66, ενοικιάζεται διαμέρισμα 90 μ2. Τηλ. 324-679. — [467, 231, 607, 248]
classified-ad: ΕΥΚΑΙΡΙΑ πωλείται κατάστημα κορνιζών, πλήρες εξοπλισμένο. Τηλ. 832-416. — [22, 1088, 162, 1113]
classified-ad: ΠΩΛΕΙΤΑΙ ζαχαροπλαστείο 206-593. — [29, 1480, 151, 1489]
classified-ad: ΖΗΤΑΜΕ νέους για πωλήσεις. Τηλ. 540-542. — [764, 423, 903, 439]
classified-ad: ΠΩΛΕΙΤΑΙ Cafe restaurant τιμή ευκαιρίας. Τηλ. 530-277, 832-072. — [22, 899, 162, 916]
ad-keyword: ΕΝΟΙΚΙΑΖΕΤΑΙ — [178, 861, 228, 869]
ad-keyword: ΠΩΛΕΙΤΑΙ — [29, 1277, 64, 1285]
classified-ad: ΕΞΑΓΩΓΙΚΗ Βιομηχανία Ενδυμάτων ζητεί. Τηλ. 533-805. — [912, 333, 1052, 349]
classified-ad: ΠΩΛΕΙΤΑΙ βιβλιοπωλείο 924-155. — [29, 1510, 141, 1518]
classified-ad: ΕΝΟΙΚΙΑΖΕΤΑΙ 40 μ2 ενοικιάζεται Γράφειο - Στάθμευση. Τηλ. 428-141. — [319, 654, 458, 671]
ad-keyword: ΣΥΝΕΤΑΙΡΙΣΜΟΣ — [326, 535, 384, 543]
ad-keyword: ΠΡΟΣΦΕΡΟΥΜΕ — [919, 410, 975, 418]
classified-ad: ΕΝΟΙΚΙΑΖΕΤΑΙ κατάστημα βιτρίνα. Τηλ. 833-764. — [616, 423, 755, 439]
ad-keyword: ΕΝΟΙΚΙΑΖΕΤΑΙ — [178, 578, 228, 587]
ad-keyword: ΖΗΤΑΜΕ — [771, 423, 802, 431]
column-divider — [166, 112, 167, 1785]
ad-keyword: ΕΝΟΙΚΙΑΖΕΤΑΙ — [474, 326, 525, 334]
ad-keyword: ΚΑΤΑΣΤΗΜΑ — [29, 665, 74, 673]
ad-keyword: ΕΞΑΓΩΓΙΚΗ — [919, 333, 960, 341]
classified-ad: ΚΑΤΑΣΤΗΜΑ 45 μ2 ισόγειο με κολάζεις αντικειμένων στην Ευρουμυναίου και Πλατεία Κασσάνδρου. Τηλ. 266-044 και 266-045. — [171, 292, 310, 325]
classified-ad: ΜΗΤΡΟΠΟΛΕΩΣ 38 3ος όροφος ενοικιάζεται γραφείο 55 μ2. Τηλ. 283-512. — [319, 424, 458, 449]
ad-keyword: ΓΑΖΩΤΡΙΕΣ. — [622, 592, 665, 600]
classified-ad: ΠΩΛΕΙΤΑΙ αυτοκίνητο μεταφορών Μας 114, διπλή στην Μαρτίου 4. — [22, 1400, 162, 1417]
classified-ad: ΚΟΥΒΕΛΕΣ ξεκινούν εργασία για αποθήκη στην περιοχή Ευκαρπίας. Τηλ. 499-161. — [764, 112, 903, 137]
classified-ad: ΖΗΤΕΙΤΑΙ βοηθός. Τηλ. 722-457. — [1067, 315, 1175, 324]
ad-keyword: ΕΙΣΑΓΩΓΙΚΗ — [622, 740, 665, 748]
ad-keyword: ΕΝΟΙΚΙΑΖΕΤΑΙ — [622, 290, 673, 298]
ad-keyword: ΠΩΛΕΙΤΑΙ — [29, 318, 64, 326]
ad-keyword: ΕΝΟΙΚΙΑΖΕΤΑΙ — [326, 851, 377, 859]
classified-ad: ΕΝΟΙΚΙΑΖΕΤΑΙ βίλλα 240 τ.μ. με κήπο, βεράντα, τζάκι, εξαιρετική θέα. Τηλ. 260-690, 6-8 μ.μ. — [319, 351, 458, 375]
ad-keyword: ΕΝΟΙΚΙΑΖΕΤΑΙ — [326, 711, 377, 719]
classified-ad: ΚΑΤΑΣΤΗΜΑ γωνιακό πλήρως εξοπλισμένο σε Πλατεία Συντριβανιού. Τηλ. 307-813 και 205-646. — [171, 194, 310, 219]
classified-ad: ΠΩΛΕΙΤΑΙ γαλακτοζαχαροπλαστείο σε εμπορικό δρόμο με ενοίκιο. Τηλ. 847-104. — [22, 169, 162, 185]
ad-keyword: ΕΝΟΙΚΙΑΖΕΤΑΙ — [622, 441, 673, 449]
ad-keyword: ΕΝΟΙΚΙΑΖΕΤΑΙ — [178, 660, 228, 668]
classified-ad: ΠΑΡΑΧΩΡΕΙΤΑΙ κατάστημα μεγάλο κατάλληλο για λαχανοπωλείο. Τηλ. 237-627. — [22, 464, 162, 488]
ad-keyword: ΕΞΕΙΔΙΚΕΥΜΕΝΟΣ — [771, 326, 834, 334]
ad-keyword: ΕΝΟΙΚΙΑΖΕΤΑΙ — [474, 458, 525, 466]
classified-ad: ΕΝΟΙΚΙΑΖΕΤΑΙ γραφεία με θέα. Τηλ. 239-832. — [616, 271, 755, 288]
classified-ad: ΓΡΑΦΕΙΑ διαιρούμενο 60 τ.μ. κατάλληλα για δικηγορικά γραφεία. Τηλ. 266-044 και 266-045. — [171, 327, 310, 353]
